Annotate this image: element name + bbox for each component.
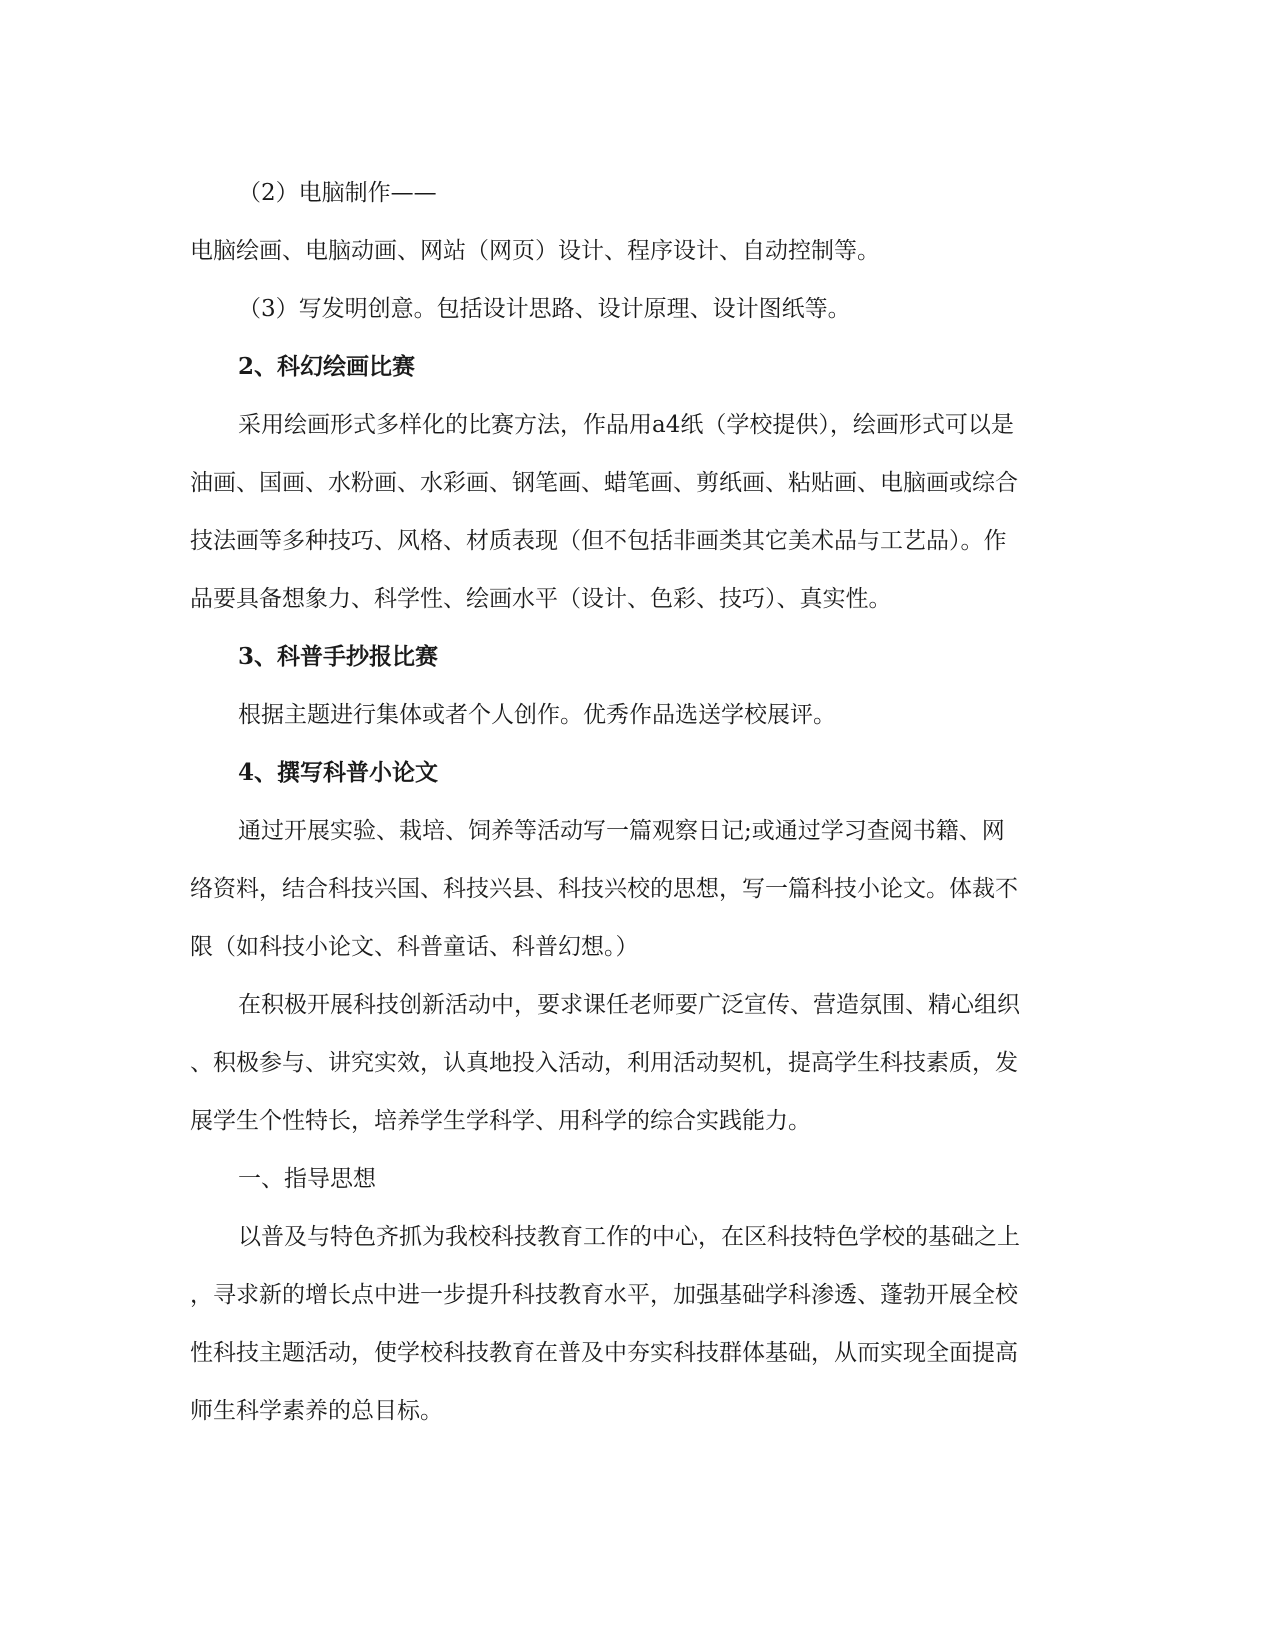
paragraph-line: 性科技主题活动，使学校科技教育在普及中夯实科技群体基础，从而实现全面提高: [190, 1340, 1018, 1366]
paragraph-line: 技法画等多种技巧、风格、材质表现（但不包括非画类其它美术品与工艺品）。作: [190, 528, 1007, 554]
section-heading: 3、科普手抄报比赛: [238, 643, 439, 670]
paragraph-line: 油画、国画、水粉画、水彩画、钢笔画、蜡笔画、剪纸画、粘贴画、电脑画或综合: [190, 470, 1018, 496]
paragraph-line: 师生科学素养的总目标。: [190, 1398, 443, 1424]
paragraph-line: 、积极参与、讲究实效，认真地投入活动，利用活动契机，提高学生科技素质，发: [190, 1050, 1018, 1076]
paragraph-line: 限（如科技小论文、科普童话、科普幻想。）: [190, 934, 639, 960]
section-heading: 2、科幻绘画比赛: [238, 353, 416, 380]
paragraph-line: （2）电脑制作——: [238, 180, 437, 206]
paragraph-line: 在积极开展科技创新活动中，要求课任老师要广泛宣传、营造氛围、精心组织: [238, 992, 1020, 1018]
paragraph-line: ，寻求新的增长点中进一步提升科技教育水平，加强基础学科渗透、蓬勃开展全校: [190, 1282, 1018, 1308]
paragraph-line: 以普及与特色齐抓为我校科技教育工作的中心，在区科技特色学校的基础之上: [238, 1224, 1020, 1250]
paragraph-line: （3）写发明创意。包括设计思路、设计原理、设计图纸等。: [238, 296, 851, 322]
paragraph-line: 根据主题进行集体或者个人创作。优秀作品选送学校展评。: [238, 702, 836, 728]
paragraph-line: 展学生个性特长，培养学生学科学、用科学的综合实践能力。: [190, 1108, 811, 1134]
paragraph-line: 电脑绘画、电脑动画、网站（网页）设计、程序设计、自动控制等。: [190, 238, 880, 264]
section-heading: 一、指导思想: [238, 1166, 376, 1192]
paragraph-line: 络资料，结合科技兴国、科技兴县、科技兴校的思想，写一篇科技小论文。体裁不: [190, 876, 1018, 902]
section-heading: 4、撰写科普小论文: [238, 759, 439, 786]
paragraph-line: 采用绘画形式多样化的比赛方法，作品用a4纸（学校提供），绘画形式可以是: [238, 412, 1014, 438]
paragraph-line: 通过开展实验、栽培、饲养等活动写一篇观察日记;或通过学习查阅书籍、网: [238, 818, 1005, 844]
paragraph-line: 品要具备想象力、科学性、绘画水平（设计、色彩、技巧）、真实性。: [190, 586, 892, 612]
